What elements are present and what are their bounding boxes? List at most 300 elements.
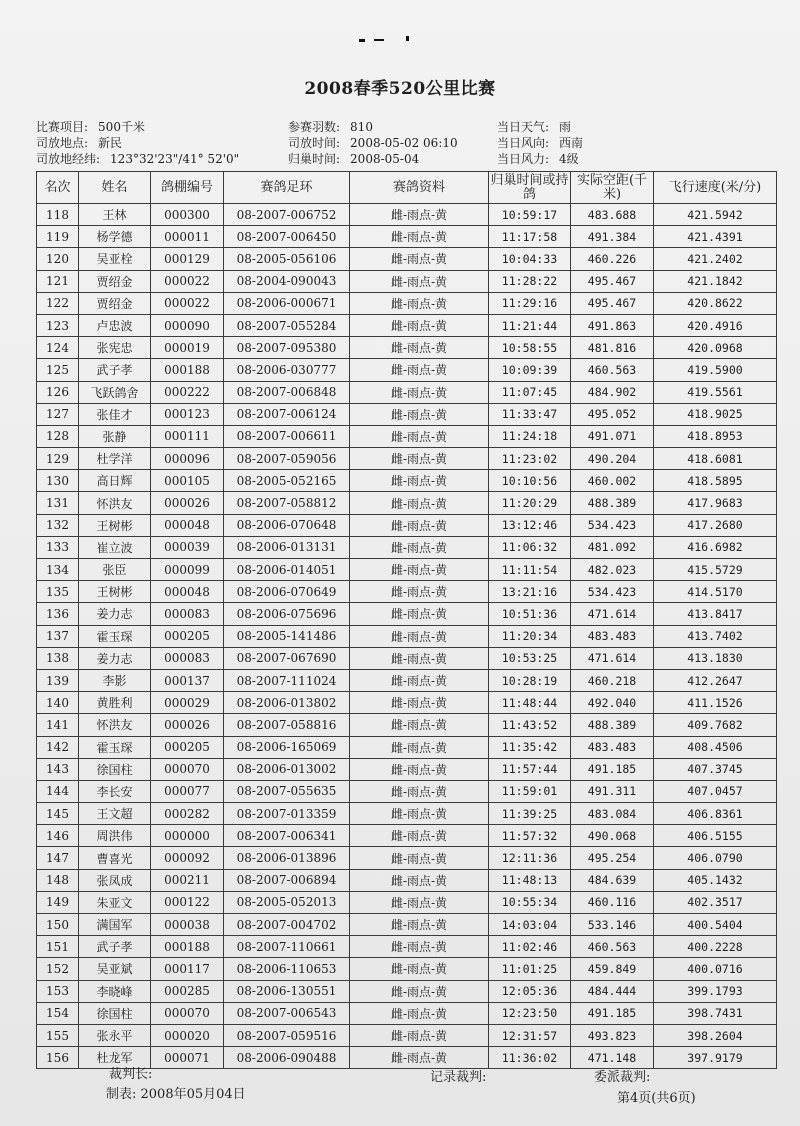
col-header-distance: 实际空距(千米)	[571, 172, 654, 204]
cell-bird-info: 雌-雨点-黄	[350, 647, 489, 669]
cell-ring: 08-2007-006450	[224, 226, 350, 248]
table-row	[37, 692, 777, 714]
cell-loft-no: 000048	[151, 581, 224, 603]
cell-distance: 488.389	[571, 492, 654, 514]
table-header-row	[37, 172, 777, 204]
release-time-label: 司放时间:	[288, 136, 341, 150]
cell-distance: 491.311	[571, 780, 654, 802]
table-row	[37, 248, 777, 270]
cell-speed: 415.5729	[654, 559, 777, 581]
table-row	[37, 559, 777, 581]
cell-return-time: 11:06:32	[489, 536, 571, 558]
cell-loft-no: 000077	[151, 780, 224, 802]
cell-speed: 421.2402	[654, 248, 777, 270]
cell-ring: 08-2007-013359	[224, 803, 350, 825]
table-row	[37, 914, 777, 936]
cell-distance: 484.639	[571, 869, 654, 891]
cell-bird-info: 雌-雨点-黄	[350, 758, 489, 780]
col-header-ring: 赛鸽足环	[224, 172, 350, 204]
cell-loft-no: 000026	[151, 714, 224, 736]
footer-made-by: 制表: 2008年05月04日	[106, 1087, 246, 1102]
cell-name: 吴亚斌	[79, 958, 151, 980]
cell-return-time: 11:07:45	[489, 381, 571, 403]
cell-loft-no: 000137	[151, 669, 224, 691]
cell-rank: 119	[37, 226, 79, 248]
cell-name: 吴亚栓	[79, 248, 151, 270]
cell-rank: 140	[37, 692, 79, 714]
cell-loft-no: 000020	[151, 1024, 224, 1046]
table-row	[37, 1024, 777, 1046]
cell-name: 张静	[79, 425, 151, 447]
cell-distance: 483.688	[571, 204, 654, 226]
cell-return-time: 13:12:46	[489, 514, 571, 536]
cell-name: 李影	[79, 669, 151, 691]
cell-return-time: 11:57:32	[489, 825, 571, 847]
col-header-rank: 名次	[37, 172, 79, 204]
table-row	[37, 514, 777, 536]
cell-speed: 406.8361	[654, 803, 777, 825]
return-time-label: 归巢时间:	[288, 152, 341, 166]
cell-bird-info: 雌-雨点-黄	[350, 226, 489, 248]
cell-loft-no: 000090	[151, 314, 224, 336]
cell-return-time: 11:01:25	[489, 958, 571, 980]
coords-label: 司放地经纬:	[36, 152, 101, 166]
cell-bird-info: 雌-雨点-黄	[350, 714, 489, 736]
info-release-time	[288, 136, 458, 151]
cell-ring: 08-2007-055284	[224, 314, 350, 336]
cell-rank: 120	[37, 248, 79, 270]
cell-name: 武子孝	[79, 359, 151, 381]
cell-return-time: 12:23:50	[489, 1002, 571, 1024]
cell-ring: 08-2007-006848	[224, 381, 350, 403]
cell-rank: 127	[37, 403, 79, 425]
cell-name: 崔立波	[79, 536, 151, 558]
cell-name: 徐国柱	[79, 1002, 151, 1024]
cell-bird-info: 雌-雨点-黄	[350, 891, 489, 913]
cell-ring: 08-2007-058812	[224, 492, 350, 514]
cell-bird-info: 雌-雨点-黄	[350, 492, 489, 514]
cell-rank: 138	[37, 647, 79, 669]
cell-distance: 460.116	[571, 891, 654, 913]
cell-speed: 412.2647	[654, 669, 777, 691]
cell-loft-no: 000282	[151, 803, 224, 825]
cell-distance: 491.071	[571, 425, 654, 447]
cell-name: 李长安	[79, 780, 151, 802]
info-wind-force	[497, 152, 579, 167]
col-header-loft-no: 鸽棚编号	[151, 172, 224, 204]
cell-name: 霍玉琛	[79, 625, 151, 647]
info-event	[36, 120, 145, 135]
cell-return-time: 11:48:44	[489, 692, 571, 714]
cell-name: 霍玉琛	[79, 736, 151, 758]
cell-bird-info: 雌-雨点-黄	[350, 869, 489, 891]
cell-rank: 128	[37, 425, 79, 447]
wind-force-label: 当日风力:	[497, 152, 550, 166]
cell-bird-info: 雌-雨点-黄	[350, 337, 489, 359]
cell-rank: 130	[37, 470, 79, 492]
cell-ring: 08-2007-006611	[224, 425, 350, 447]
info-weather	[497, 120, 571, 135]
cell-distance: 488.389	[571, 714, 654, 736]
cell-distance: 484.444	[571, 980, 654, 1002]
release-place-label: 司放地点:	[36, 136, 89, 150]
cell-rank: 122	[37, 292, 79, 314]
table-row	[37, 359, 777, 381]
cell-return-time: 11:02:46	[489, 936, 571, 958]
col-header-name: 姓名	[79, 172, 151, 204]
cell-speed: 397.9179	[654, 1047, 777, 1069]
cell-loft-no: 000188	[151, 359, 224, 381]
cell-name: 怀洪友	[79, 492, 151, 514]
cell-rank: 145	[37, 803, 79, 825]
cell-speed: 421.4391	[654, 226, 777, 248]
return-time-value: 2008-05-04	[350, 152, 420, 166]
cell-ring: 08-2005-141486	[224, 625, 350, 647]
cell-distance: 481.816	[571, 337, 654, 359]
table-row	[37, 891, 777, 913]
cell-bird-info: 雌-雨点-黄	[350, 669, 489, 691]
scan-speck	[374, 39, 384, 41]
cell-ring: 08-2005-052013	[224, 891, 350, 913]
cell-distance: 460.002	[571, 470, 654, 492]
coords-value: 123°32'23"/41° 52'0"	[110, 152, 240, 166]
footer-page-number: 第4页(共6页)	[617, 1091, 696, 1106]
cell-distance: 484.902	[571, 381, 654, 403]
cell-return-time: 11:33:47	[489, 403, 571, 425]
cell-rank: 143	[37, 758, 79, 780]
cell-return-time: 10:28:19	[489, 669, 571, 691]
cell-ring: 08-2006-013802	[224, 692, 350, 714]
cell-distance: 471.148	[571, 1047, 654, 1069]
table-row	[37, 270, 777, 292]
cell-ring: 08-2006-014051	[224, 559, 350, 581]
table-row	[37, 470, 777, 492]
cell-ring: 08-2005-052165	[224, 470, 350, 492]
cell-loft-no: 000038	[151, 914, 224, 936]
cell-name: 李晓峰	[79, 980, 151, 1002]
cell-ring: 08-2006-165069	[224, 736, 350, 758]
cell-bird-info: 雌-雨点-黄	[350, 359, 489, 381]
release-time-value: 2008-05-02 06:10	[350, 136, 458, 150]
cell-loft-no: 000129	[151, 248, 224, 270]
cell-speed: 418.6081	[654, 448, 777, 470]
cell-return-time: 13:21:16	[489, 581, 571, 603]
cell-bird-info: 雌-雨点-黄	[350, 248, 489, 270]
cell-speed: 406.5155	[654, 825, 777, 847]
cell-speed: 418.9025	[654, 403, 777, 425]
cell-name: 王文超	[79, 803, 151, 825]
cell-distance: 534.423	[571, 581, 654, 603]
cell-ring: 08-2007-055635	[224, 780, 350, 802]
cell-speed: 398.7431	[654, 1002, 777, 1024]
cell-distance: 491.185	[571, 758, 654, 780]
cell-name: 杨学德	[79, 226, 151, 248]
table-row	[37, 980, 777, 1002]
entries-value: 810	[350, 120, 373, 134]
cell-return-time: 11:20:29	[489, 492, 571, 514]
cell-loft-no: 000070	[151, 1002, 224, 1024]
cell-loft-no: 000222	[151, 381, 224, 403]
table-row	[37, 492, 777, 514]
cell-ring: 08-2007-067690	[224, 647, 350, 669]
cell-loft-no: 000019	[151, 337, 224, 359]
release-place-value: 新民	[98, 136, 123, 150]
cell-name: 徐国柱	[79, 758, 151, 780]
cell-name: 王树彬	[79, 514, 151, 536]
results-body	[37, 204, 777, 1069]
cell-name: 满国军	[79, 914, 151, 936]
weather-label: 当日天气:	[497, 120, 550, 134]
cell-ring: 08-2007-059056	[224, 448, 350, 470]
info-release-place	[36, 136, 122, 151]
cell-return-time: 11:23:02	[489, 448, 571, 470]
event-label: 比赛项目:	[36, 120, 89, 134]
cell-distance: 482.023	[571, 559, 654, 581]
cell-name: 姜力志	[79, 647, 151, 669]
cell-name: 杜龙军	[79, 1047, 151, 1069]
cell-bird-info: 雌-雨点-黄	[350, 803, 489, 825]
cell-distance: 459.849	[571, 958, 654, 980]
cell-distance: 483.483	[571, 736, 654, 758]
cell-name: 王树彬	[79, 581, 151, 603]
cell-name: 贾绍金	[79, 270, 151, 292]
cell-return-time: 11:57:44	[489, 758, 571, 780]
cell-rank: 156	[37, 1047, 79, 1069]
cell-speed: 402.3517	[654, 891, 777, 913]
cell-speed: 418.5895	[654, 470, 777, 492]
cell-ring: 08-2006-013896	[224, 847, 350, 869]
cell-bird-info: 雌-雨点-黄	[350, 736, 489, 758]
cell-loft-no: 000022	[151, 270, 224, 292]
cell-bird-info: 雌-雨点-黄	[350, 425, 489, 447]
cell-ring: 08-2007-006341	[224, 825, 350, 847]
cell-distance: 460.226	[571, 248, 654, 270]
cell-return-time: 11:17:58	[489, 226, 571, 248]
cell-bird-info: 雌-雨点-黄	[350, 936, 489, 958]
cell-loft-no: 000022	[151, 292, 224, 314]
table-row	[37, 803, 777, 825]
cell-speed: 409.7682	[654, 714, 777, 736]
table-row	[37, 603, 777, 625]
cell-speed: 408.4506	[654, 736, 777, 758]
cell-name: 黄胜利	[79, 692, 151, 714]
cell-rank: 121	[37, 270, 79, 292]
cell-speed: 400.2228	[654, 936, 777, 958]
cell-rank: 141	[37, 714, 79, 736]
cell-loft-no: 000083	[151, 647, 224, 669]
cell-loft-no: 000096	[151, 448, 224, 470]
cell-loft-no: 000048	[151, 514, 224, 536]
cell-bird-info: 雌-雨点-黄	[350, 825, 489, 847]
table-row	[37, 714, 777, 736]
cell-return-time: 11:21:44	[489, 314, 571, 336]
cell-return-time: 12:31:57	[489, 1024, 571, 1046]
cell-distance: 490.204	[571, 448, 654, 470]
table-row	[37, 1002, 777, 1024]
cell-ring: 08-2006-030777	[224, 359, 350, 381]
cell-rank: 129	[37, 448, 79, 470]
cell-bird-info: 雌-雨点-黄	[350, 625, 489, 647]
cell-return-time: 11:59:01	[489, 780, 571, 802]
col-header-bird-info: 赛鸽资料	[350, 172, 489, 204]
cell-speed: 419.5900	[654, 359, 777, 381]
cell-speed: 407.3745	[654, 758, 777, 780]
cell-distance: 491.384	[571, 226, 654, 248]
cell-loft-no: 000071	[151, 1047, 224, 1069]
cell-name: 贾绍金	[79, 292, 151, 314]
cell-distance: 491.185	[571, 1002, 654, 1024]
cell-distance: 460.563	[571, 359, 654, 381]
table-row	[37, 448, 777, 470]
table-row	[37, 226, 777, 248]
table-row	[37, 403, 777, 425]
cell-return-time: 11:20:34	[489, 625, 571, 647]
cell-distance: 483.084	[571, 803, 654, 825]
cell-speed: 420.8622	[654, 292, 777, 314]
cell-rank: 146	[37, 825, 79, 847]
cell-bird-info: 雌-雨点-黄	[350, 980, 489, 1002]
cell-loft-no: 000011	[151, 226, 224, 248]
cell-loft-no: 000300	[151, 204, 224, 226]
cell-ring: 08-2007-111024	[224, 669, 350, 691]
cell-return-time: 10:59:17	[489, 204, 571, 226]
cell-bird-info: 雌-雨点-黄	[350, 958, 489, 980]
cell-rank: 151	[37, 936, 79, 958]
wind-dir-label: 当日风向:	[497, 136, 550, 150]
cell-distance: 492.040	[571, 692, 654, 714]
page-title: 2008春季520公里比赛	[304, 79, 496, 99]
cell-speed: 413.1830	[654, 647, 777, 669]
cell-speed: 398.2604	[654, 1024, 777, 1046]
cell-ring: 08-2006-070648	[224, 514, 350, 536]
cell-speed: 420.0968	[654, 337, 777, 359]
scan-speck	[359, 39, 365, 42]
cell-loft-no: 000092	[151, 847, 224, 869]
cell-distance: 490.068	[571, 825, 654, 847]
cell-return-time: 11:35:42	[489, 736, 571, 758]
table-row	[37, 204, 777, 226]
cell-bird-info: 雌-雨点-黄	[350, 692, 489, 714]
cell-return-time: 10:51:36	[489, 603, 571, 625]
cell-name: 张佳才	[79, 403, 151, 425]
entries-label: 参赛羽数:	[288, 120, 341, 134]
cell-loft-no: 000188	[151, 936, 224, 958]
cell-bird-info: 雌-雨点-黄	[350, 1002, 489, 1024]
table-row	[37, 847, 777, 869]
cell-distance: 471.614	[571, 603, 654, 625]
cell-loft-no: 000111	[151, 425, 224, 447]
cell-speed: 421.5942	[654, 204, 777, 226]
cell-ring: 08-2004-090043	[224, 270, 350, 292]
table-row	[37, 825, 777, 847]
cell-ring: 08-2007-095380	[224, 337, 350, 359]
cell-ring: 08-2007-058816	[224, 714, 350, 736]
cell-distance: 533.146	[571, 914, 654, 936]
cell-rank: 154	[37, 1002, 79, 1024]
table-row	[37, 292, 777, 314]
cell-bird-info: 雌-雨点-黄	[350, 403, 489, 425]
cell-ring: 08-2007-110661	[224, 936, 350, 958]
cell-distance: 534.423	[571, 514, 654, 536]
cell-speed: 407.0457	[654, 780, 777, 802]
cell-rank: 131	[37, 492, 79, 514]
cell-ring: 08-2006-013131	[224, 536, 350, 558]
cell-loft-no: 000117	[151, 958, 224, 980]
cell-speed: 418.8953	[654, 425, 777, 447]
cell-bird-info: 雌-雨点-黄	[350, 581, 489, 603]
cell-return-time: 10:58:55	[489, 337, 571, 359]
cell-distance: 495.254	[571, 847, 654, 869]
cell-rank: 126	[37, 381, 79, 403]
cell-speed: 411.1526	[654, 692, 777, 714]
cell-speed: 413.8417	[654, 603, 777, 625]
cell-bird-info: 雌-雨点-黄	[350, 1024, 489, 1046]
col-header-speed: 飞行速度(米/分)	[654, 172, 777, 204]
cell-bird-info: 雌-雨点-黄	[350, 314, 489, 336]
cell-speed: 414.5170	[654, 581, 777, 603]
cell-return-time: 12:11:36	[489, 847, 571, 869]
cell-name: 张永平	[79, 1024, 151, 1046]
cell-bird-info: 雌-雨点-黄	[350, 204, 489, 226]
cell-rank: 142	[37, 736, 79, 758]
cell-name: 姜力志	[79, 603, 151, 625]
cell-bird-info: 雌-雨点-黄	[350, 847, 489, 869]
cell-bird-info: 雌-雨点-黄	[350, 914, 489, 936]
cell-name: 高日辉	[79, 470, 151, 492]
cell-return-time: 11:29:16	[489, 292, 571, 314]
cell-return-time: 10:55:34	[489, 891, 571, 913]
cell-distance: 481.092	[571, 536, 654, 558]
cell-rank: 149	[37, 891, 79, 913]
cell-name: 杜学洋	[79, 448, 151, 470]
cell-speed: 417.2680	[654, 514, 777, 536]
cell-loft-no: 000099	[151, 559, 224, 581]
cell-ring: 08-2006-000671	[224, 292, 350, 314]
cell-rank: 153	[37, 980, 79, 1002]
cell-bird-info: 雌-雨点-黄	[350, 448, 489, 470]
cell-distance: 495.467	[571, 270, 654, 292]
cell-loft-no: 000211	[151, 869, 224, 891]
table-row	[37, 581, 777, 603]
cell-return-time: 10:10:56	[489, 470, 571, 492]
cell-bird-info: 雌-雨点-黄	[350, 514, 489, 536]
cell-bird-info: 雌-雨点-黄	[350, 292, 489, 314]
cell-distance: 471.614	[571, 647, 654, 669]
table-row	[37, 337, 777, 359]
cell-name: 周洪伟	[79, 825, 151, 847]
cell-speed: 406.0790	[654, 847, 777, 869]
cell-rank: 136	[37, 603, 79, 625]
table-row	[37, 669, 777, 691]
info-coordinates	[36, 152, 239, 167]
cell-return-time: 10:04:33	[489, 248, 571, 270]
cell-bird-info: 雌-雨点-黄	[350, 536, 489, 558]
cell-loft-no: 000026	[151, 492, 224, 514]
cell-distance: 491.863	[571, 314, 654, 336]
cell-ring: 08-2006-070649	[224, 581, 350, 603]
cell-ring: 08-2007-006752	[224, 204, 350, 226]
cell-ring: 08-2007-006543	[224, 1002, 350, 1024]
cell-distance: 495.467	[571, 292, 654, 314]
info-wind-direction	[497, 136, 583, 151]
cell-distance: 495.052	[571, 403, 654, 425]
cell-rank: 150	[37, 914, 79, 936]
cell-rank: 147	[37, 847, 79, 869]
cell-loft-no: 000123	[151, 403, 224, 425]
cell-ring: 08-2007-004702	[224, 914, 350, 936]
cell-rank: 133	[37, 536, 79, 558]
cell-distance: 493.823	[571, 1024, 654, 1046]
